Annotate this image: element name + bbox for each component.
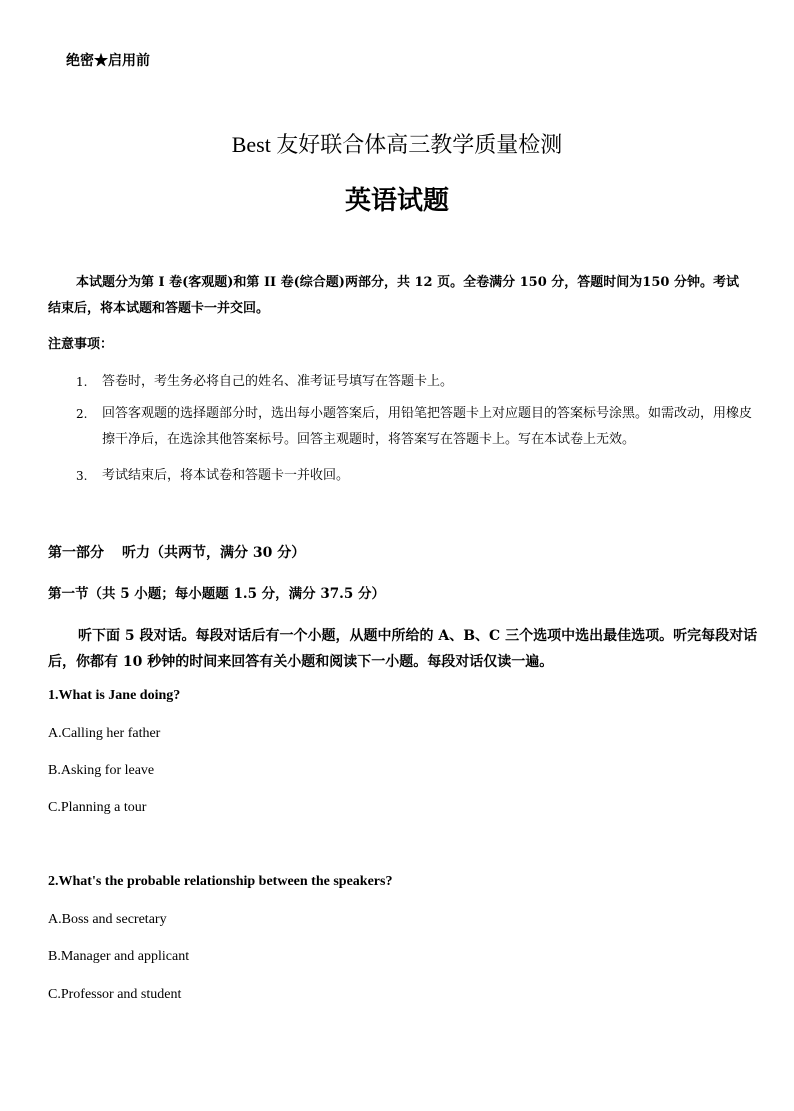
question-stem: 2.What's the probable relationship between the speakers?: [48, 874, 393, 889]
notice-item: [76, 369, 756, 395]
notice-item-text: 考试结束后，将本试卷和答题卡一并收回。: [102, 468, 350, 483]
question-option: B.Manager and applicant: [48, 949, 190, 964]
part-label: 第一部分: [48, 545, 104, 561]
exam-subtitle: 英语试题: [344, 186, 449, 216]
part-heading: [48, 542, 305, 562]
part-title: 听力（共两节，满分 30 分）: [122, 545, 306, 561]
notice-item-number: 2.: [76, 407, 88, 421]
question-option: A.Boss and secretary: [48, 912, 167, 927]
notice-item-text: 答卷时，考生务必将自己的姓名、准考证号填写在答题卡上。: [102, 374, 454, 389]
notice-list: [76, 369, 756, 489]
notice-item-number: 3.: [76, 469, 88, 483]
confidential-label: 绝密★启用前: [66, 53, 150, 69]
listening-instruction: 听下面 5 段对话。每段对话后有一个小题，从题中所给的 A、B、C 三个选项中选出最佳选项。听完每段对话后，你都有 10 秒钟的时间来回答有关小题和阅读下一小题。每段对话仅读一遍。: [48, 628, 758, 670]
question-option: A.Calling her father: [48, 726, 161, 741]
question-option: C.Planning a tour: [48, 800, 147, 815]
section-heading: 第一节（共 5 小题；每小题题 1.5 分，满分 37.5 分）: [48, 586, 385, 602]
question-option: B.Asking for leave: [48, 763, 155, 778]
notice-item: [76, 401, 756, 453]
question-option: C.Professor and student: [48, 987, 182, 1002]
notice-item: [76, 463, 756, 489]
exam-title: Best 友好联合体高三教学质量检测: [231, 132, 563, 157]
notice-heading: 注意事项：: [48, 337, 114, 352]
intro-paragraph: 本试题分为第 I 卷(客观题)和第 II 卷(综合题)两部分，共 12 页。全卷满分 150 分，答题时间为150 分钟。考试结束后，将本试题和答题卡一并交回。: [48, 275, 739, 316]
notice-item-text: 回答客观题的选择题部分时，选出每小题答案后，用铅笔把答题卡上对应题目的答案标号涂黑。如需改动，用橡皮擦干净后，在选涂其他答案标号。回答主观题时，将答案写在答题卡上。写在本试卷上无效。: [102, 406, 753, 447]
notice-item-number: 1.: [76, 375, 88, 389]
question-stem: 1.What is Jane doing?: [48, 688, 181, 703]
